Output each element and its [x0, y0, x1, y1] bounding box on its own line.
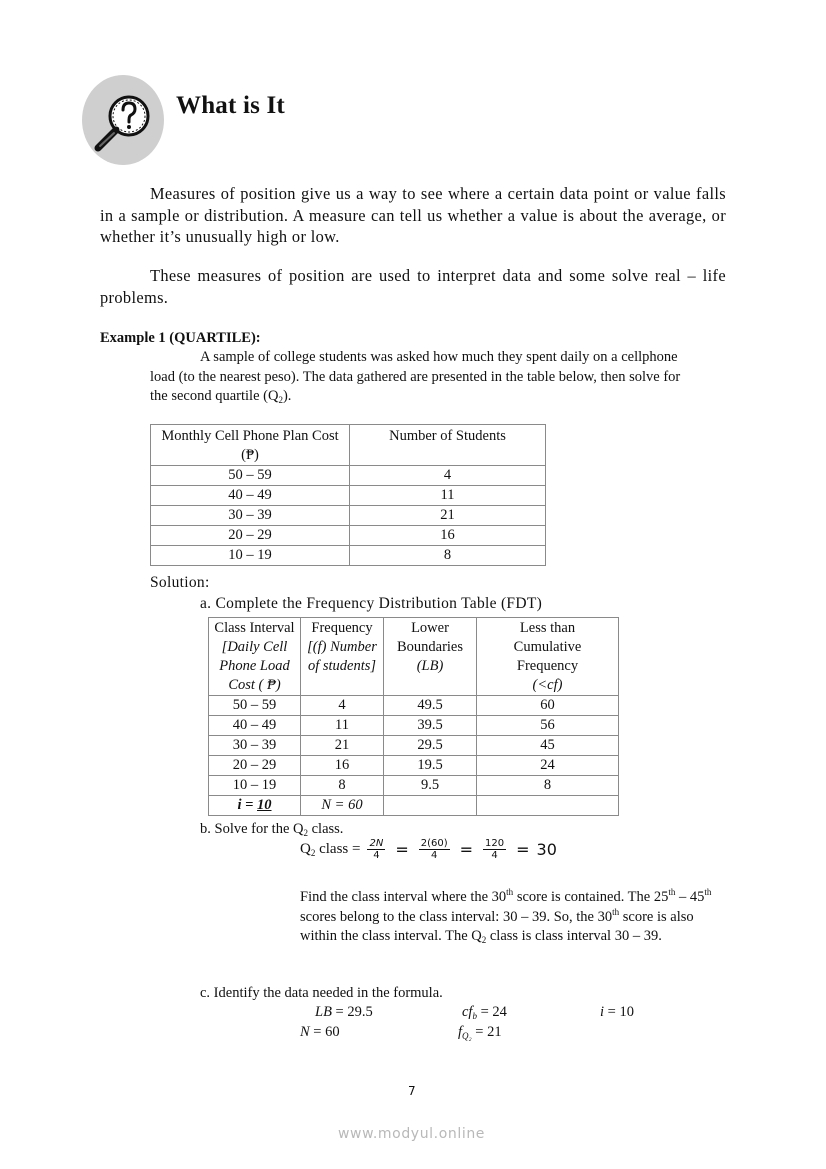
- step-b-text-end: class.: [308, 821, 344, 837]
- example-description: [150, 348, 690, 407]
- cell-interval: 50 – 59: [151, 466, 350, 486]
- header-line: [Daily Cell: [221, 639, 288, 655]
- column-header-cost: Monthly Cell Phone Plan Cost (₱): [151, 425, 350, 466]
- explanation-text: Find the class interval where the 30: [300, 889, 507, 905]
- example-text: A sample of college students was asked how much they spent daily on a cellphone load (to the nearest peso). The data gathered are presented in the table below, then solve for the second quartile (Q: [150, 349, 681, 404]
- cell-interval: 30 – 39: [151, 506, 350, 526]
- cell-cumulative: 56: [477, 716, 619, 736]
- table-row: [151, 486, 546, 506]
- subscript: Q₂: [462, 1031, 472, 1041]
- subscript: 2: [310, 848, 316, 858]
- step-b-heading: [200, 821, 343, 838]
- numerator: 2N: [369, 838, 384, 849]
- step-c-heading: c. Identify the data needed in the formula.: [200, 985, 443, 1001]
- table-row: [151, 546, 546, 566]
- table-header-row: [151, 425, 546, 466]
- subscript: 2: [303, 828, 308, 838]
- watermark: www.modyul.online: [338, 1126, 486, 1142]
- cell-cumulative: 60: [477, 696, 619, 716]
- cell-count: 21: [350, 506, 546, 526]
- var-cumulative-before: [462, 1004, 507, 1021]
- page-title: What is It: [176, 92, 285, 119]
- header-line: Lower: [411, 620, 449, 636]
- cell-frequency: 16: [301, 756, 384, 776]
- cell-interval: 10 – 19: [209, 776, 301, 796]
- cell-interval: 10 – 19: [151, 546, 350, 566]
- header-line: Less than: [519, 620, 576, 636]
- header-line: Class Interval: [214, 620, 295, 636]
- numerator: 2(60): [420, 838, 448, 849]
- table-row: [151, 466, 546, 486]
- cell-frequency: 21: [301, 736, 384, 756]
- denominator: 4: [373, 850, 380, 861]
- table-header-row: [209, 618, 619, 696]
- cell-frequency: 8: [301, 776, 384, 796]
- class-width-value: 10: [257, 797, 272, 813]
- class-interval-explanation: [300, 888, 730, 947]
- cell-interval: 30 – 39: [209, 736, 301, 756]
- equation-result: 30: [536, 840, 557, 859]
- cell-lower-boundary: 49.5: [384, 696, 477, 716]
- table-row: [209, 736, 619, 756]
- equals-sign: =: [395, 840, 409, 859]
- header-line: of students]: [307, 658, 377, 674]
- cell-count: 8: [350, 546, 546, 566]
- denominator: 4: [491, 850, 498, 861]
- table-row: [151, 526, 546, 546]
- header-line: (<cf): [532, 677, 563, 693]
- column-header-students: Number of Students: [350, 425, 546, 466]
- table-row: [209, 776, 619, 796]
- header-line: Phone Load: [219, 658, 290, 674]
- cell-frequency: 4: [301, 696, 384, 716]
- cell-cumulative: 45: [477, 736, 619, 756]
- var-total-n: [300, 1024, 340, 1041]
- explanation-text: score is also within the class interval. The Q: [300, 908, 694, 944]
- var-frequency-q2: [458, 1024, 502, 1041]
- var-label: cf: [462, 1004, 473, 1020]
- subscript: 2: [278, 395, 283, 405]
- column-header-class-interval: [209, 618, 301, 696]
- q2-class-equation: [300, 838, 557, 861]
- explanation-text: scores belong to the class interval: 30 – 39. So, the 30: [300, 908, 613, 925]
- header-line: Boundaries: [396, 639, 464, 655]
- cell-lower-boundary: 39.5: [384, 716, 477, 736]
- var-value: = 21: [471, 1024, 502, 1040]
- superscript: th: [506, 887, 514, 897]
- header-line: Cumulative: [513, 639, 582, 655]
- intro-paragraph-2: [100, 265, 726, 308]
- intro-paragraph-1: [100, 183, 726, 248]
- cell-frequency: 11: [301, 716, 384, 736]
- var-value: = 29.5: [331, 1004, 373, 1020]
- class-width-label: i =: [237, 797, 258, 813]
- cell-lower-boundary: 9.5: [384, 776, 477, 796]
- header-line: Frequency: [311, 620, 373, 636]
- var-label: LB: [315, 1004, 332, 1020]
- subscript: 2: [481, 935, 487, 945]
- page-number: 7: [408, 1084, 416, 1098]
- var-lower-boundary: [315, 1004, 373, 1021]
- q2-label-text: Q: [300, 841, 311, 857]
- fraction-2n-over-4: [367, 838, 385, 861]
- table-footer-row: [209, 796, 619, 816]
- var-class-width: [600, 1004, 634, 1021]
- cell-empty: [384, 796, 477, 816]
- fraction-120-over-4: [483, 838, 506, 861]
- superscript: th: [668, 887, 676, 897]
- cell-interval: 50 – 59: [209, 696, 301, 716]
- superscript: th: [704, 887, 712, 897]
- var-label: N: [300, 1024, 310, 1040]
- cell-interval: 40 – 49: [209, 716, 301, 736]
- table-row: [209, 756, 619, 776]
- intro-paragraph-2-text: These measures of position are used to interpret data and some solve real – life problems.: [100, 266, 726, 307]
- var-value: = 24: [476, 1004, 507, 1020]
- column-header-frequency: [301, 618, 384, 696]
- table-row: [151, 506, 546, 526]
- var-label: i: [600, 1004, 605, 1020]
- column-header-cumulative-frequency: [477, 618, 619, 696]
- var-label: f: [458, 1024, 463, 1040]
- explanation-text: score is contained. The 25: [513, 889, 669, 905]
- intro-paragraph-1-text: Measures of position give us a way to see where a certain data point or value falls in a sample or distribution. A measure can tell us whether a value is about the average, or whether it’s unusually high or low.: [100, 184, 726, 246]
- numerator: 120: [485, 838, 505, 849]
- q2-label-text-end: class =: [315, 841, 361, 857]
- var-value: = 10: [604, 1004, 634, 1020]
- header-line: Frequency: [516, 658, 579, 674]
- frequency-distribution-table: [208, 617, 619, 816]
- cell-total: N = 60: [301, 796, 384, 816]
- cell-count: 11: [350, 486, 546, 506]
- example-text-end: ).: [282, 388, 292, 404]
- denominator: 4: [430, 850, 438, 861]
- subscript: b: [472, 1011, 477, 1021]
- header-line: Cost ( ₱): [228, 677, 281, 693]
- cell-interval: 20 – 29: [151, 526, 350, 546]
- column-header-lower-boundaries: [384, 618, 477, 696]
- step-b-text: b. Solve for the Q: [200, 821, 304, 837]
- cell-class-width: [209, 796, 301, 816]
- superscript: th: [612, 906, 620, 917]
- equals-sign: =: [516, 840, 530, 859]
- fraction-2x60-over-4: [419, 838, 450, 861]
- data-table: [150, 424, 546, 566]
- explanation-text: – 45: [675, 889, 705, 905]
- header-line: (LB): [416, 658, 444, 674]
- cell-count: 16: [350, 526, 546, 546]
- cell-empty: [477, 796, 619, 816]
- cell-count: 4: [350, 466, 546, 486]
- equals-sign: =: [459, 840, 474, 859]
- step-a-heading: a. Complete the Frequency Distribution Table (FDT): [200, 595, 543, 612]
- cell-lower-boundary: 19.5: [384, 756, 477, 776]
- example-title: Example 1 (QUARTILE):: [100, 330, 261, 346]
- q2-label: [300, 841, 360, 858]
- cell-cumulative: 8: [477, 776, 619, 796]
- table-row: [209, 716, 619, 736]
- cell-interval: 40 – 49: [151, 486, 350, 506]
- cell-interval: 20 – 29: [209, 756, 301, 776]
- magnifier-question-icon: [82, 75, 164, 165]
- cell-cumulative: 24: [477, 756, 619, 776]
- solution-label: Solution:: [150, 574, 210, 591]
- table-row: [209, 696, 619, 716]
- var-value: = 60: [309, 1024, 340, 1040]
- cell-lower-boundary: 29.5: [384, 736, 477, 756]
- explanation-text: class is class interval 30 – 39.: [486, 928, 662, 944]
- header-line: [(f) Number: [307, 639, 377, 655]
